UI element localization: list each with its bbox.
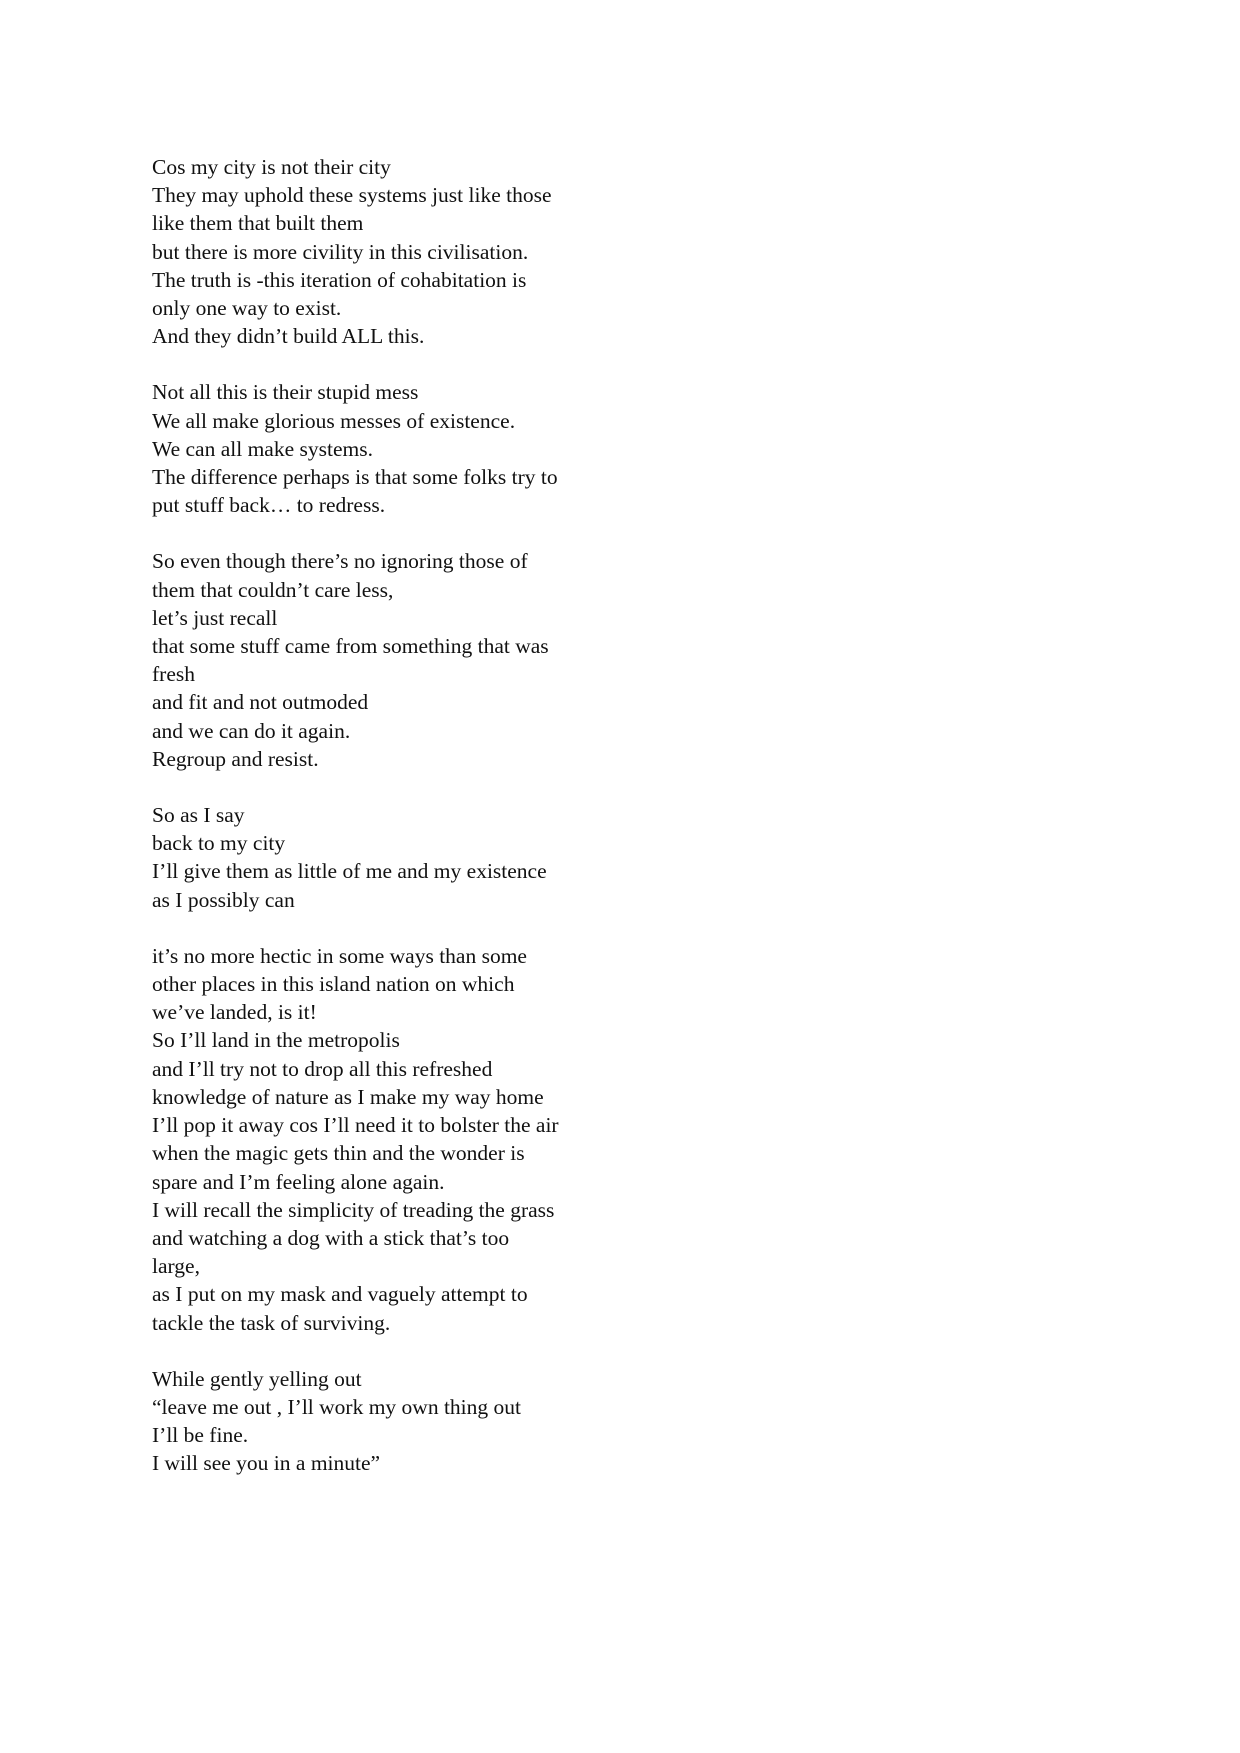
poem-line: when the magic gets thin and the wonder is — [152, 1141, 525, 1166]
poem-line: Regroup and resist. — [152, 746, 319, 771]
poem-line: They may uphold these systems just like those — [152, 183, 552, 208]
poem-stanza — [152, 801, 612, 914]
poem-line: tackle the task of surviving. — [152, 1310, 391, 1335]
poem-line: them that couldn’t care less, — [152, 577, 394, 602]
poem-line: that some stuff came from something that was — [152, 634, 549, 659]
poem-line: So I’ll land in the metropolis — [152, 1028, 400, 1053]
poem-line: I’ll be fine. — [152, 1423, 249, 1448]
poem-line: fresh — [152, 662, 195, 687]
poem-line: So even though there’s no ignoring those of — [152, 549, 528, 574]
poem-line: We all make glorious messes of existence. — [152, 408, 516, 433]
poem-line: So as I say — [152, 803, 245, 828]
poem-line: only one way to exist. — [152, 296, 342, 321]
poem-line: back to my city — [152, 831, 286, 856]
poem-line: and we can do it again. — [152, 718, 351, 743]
poem-line: and I’ll try not to drop all this refreshed — [152, 1056, 493, 1081]
poem-line: other places in this island nation on which — [152, 972, 515, 997]
poem-line: knowledge of nature as I make my way home — [152, 1084, 544, 1109]
poem-line: as I put on my mask and vaguely attempt to — [152, 1282, 528, 1307]
poem-line: but there is more civility in this civilisation. — [152, 239, 529, 264]
poem-stanza — [152, 547, 612, 773]
poem-line: I’ll give them as little of me and my existence — [152, 859, 547, 884]
poem-line: we’ve landed, is it! — [152, 1000, 317, 1025]
poem-line: and watching a dog with a stick that’s too — [152, 1225, 510, 1250]
poem-line: I will recall the simplicity of treading the grass — [152, 1197, 555, 1222]
poem-line: Cos my city is not their city — [152, 155, 391, 179]
poem-line: I’ll pop it away cos I’ll need it to bolster the air — [152, 1113, 559, 1138]
poem-line: And they didn’t build ALL this. — [152, 324, 425, 349]
poem-line: let’s just recall — [152, 605, 278, 630]
poem-line: While gently yelling out — [152, 1366, 362, 1391]
poem-line: I will see you in a minute” — [152, 1451, 381, 1476]
poem-line: spare and I’m feeling alone again. — [152, 1169, 445, 1194]
poem-line: put stuff back… to redress. — [152, 493, 386, 518]
poem-line: The difference perhaps is that some folks try to — [152, 465, 558, 490]
poem-stanza — [152, 1365, 612, 1478]
poem-body — [152, 153, 612, 1506]
poem-line: like them that built them — [152, 211, 364, 236]
poem-line: as I possibly can — [152, 887, 295, 912]
poem-stanza — [152, 378, 612, 519]
poem-line: large, — [152, 1254, 200, 1279]
poem-line: Not all this is their stupid mess — [152, 380, 419, 405]
poem-line: and fit and not outmoded — [152, 690, 369, 715]
poem-line: We can all make systems. — [152, 436, 373, 461]
poem-stanza — [152, 153, 612, 350]
poem-line: “leave me out , I’ll work my own thing out — [152, 1394, 522, 1419]
poem-line: it’s no more hectic in some ways than some — [152, 943, 527, 968]
poem-line: The truth is -this iteration of cohabitation is — [152, 267, 527, 292]
poem-stanza — [152, 942, 612, 1337]
